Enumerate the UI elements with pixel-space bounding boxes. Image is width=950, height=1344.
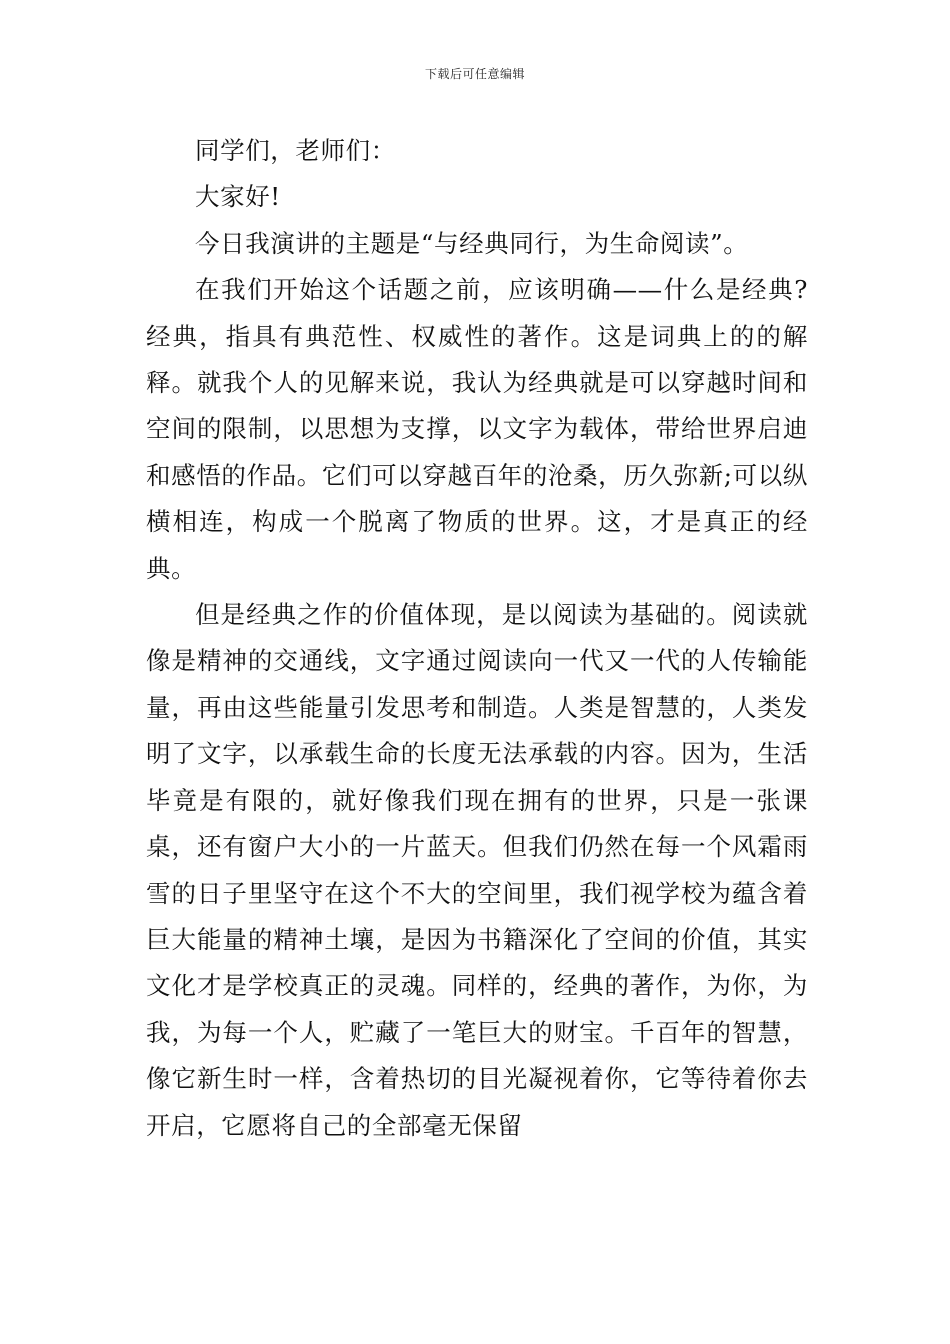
page-header: 下载后可任意编辑 (424, 67, 525, 81)
paragraph-hello: 大家好! (195, 182, 281, 212)
paragraph-topic: 今日我演讲的主题是“与经典同行，为生命阅读”。 (195, 228, 749, 258)
paragraph-reading-value: 但是经典之作的价值体现，是以阅读为基础的。阅读就像是精神的交通线，文字通过阅读向一代又一代的人传输能量，再由这些能量引发思考和制造。人类是智慧的，人类发明了文字，以承载生命的长度无法承载的内容。因为，生活毕竟是有限的，就好像我们现在拥有的世界，只是一张课桌，还有窗户大小的一片蓝天。但我们仍然在每一个风霜雨雪的日子里坚守在这个不大的空间里，我们视学校为蕴含着巨大能量的精神土壤，是因为书籍深化了空间的价值，其实文化才是学校真正的灵魂。同样的，经典的著作，为你，为我，为每一个人，贮藏了一笔巨大的财宝。千百年的智慧，像它新生时一样，含着热切的目光凝视着你，它等待着你去开启，它愿将自己的全部毫无保留 (146, 600, 808, 1140)
document-body (146, 128, 808, 1149)
paragraph-greeting: 同学们，老师们： (195, 136, 396, 165)
paragraph-classics-definition: 在我们开始这个话题之前，应该明确——什么是经典?经典，指具有典范性、权威性的著作。这是词典上的的解释。就我个人的见解来说，我认为经典就是可以穿越时间和空间的限制，以思想为支撑，以文字为载体，带给世界启迪和感悟的作品。它们可以穿越百年的沧桑，历久弥新;可以纵横相连，构成一个脱离了物质的世界。这，才是真正的经典。 (146, 275, 808, 583)
